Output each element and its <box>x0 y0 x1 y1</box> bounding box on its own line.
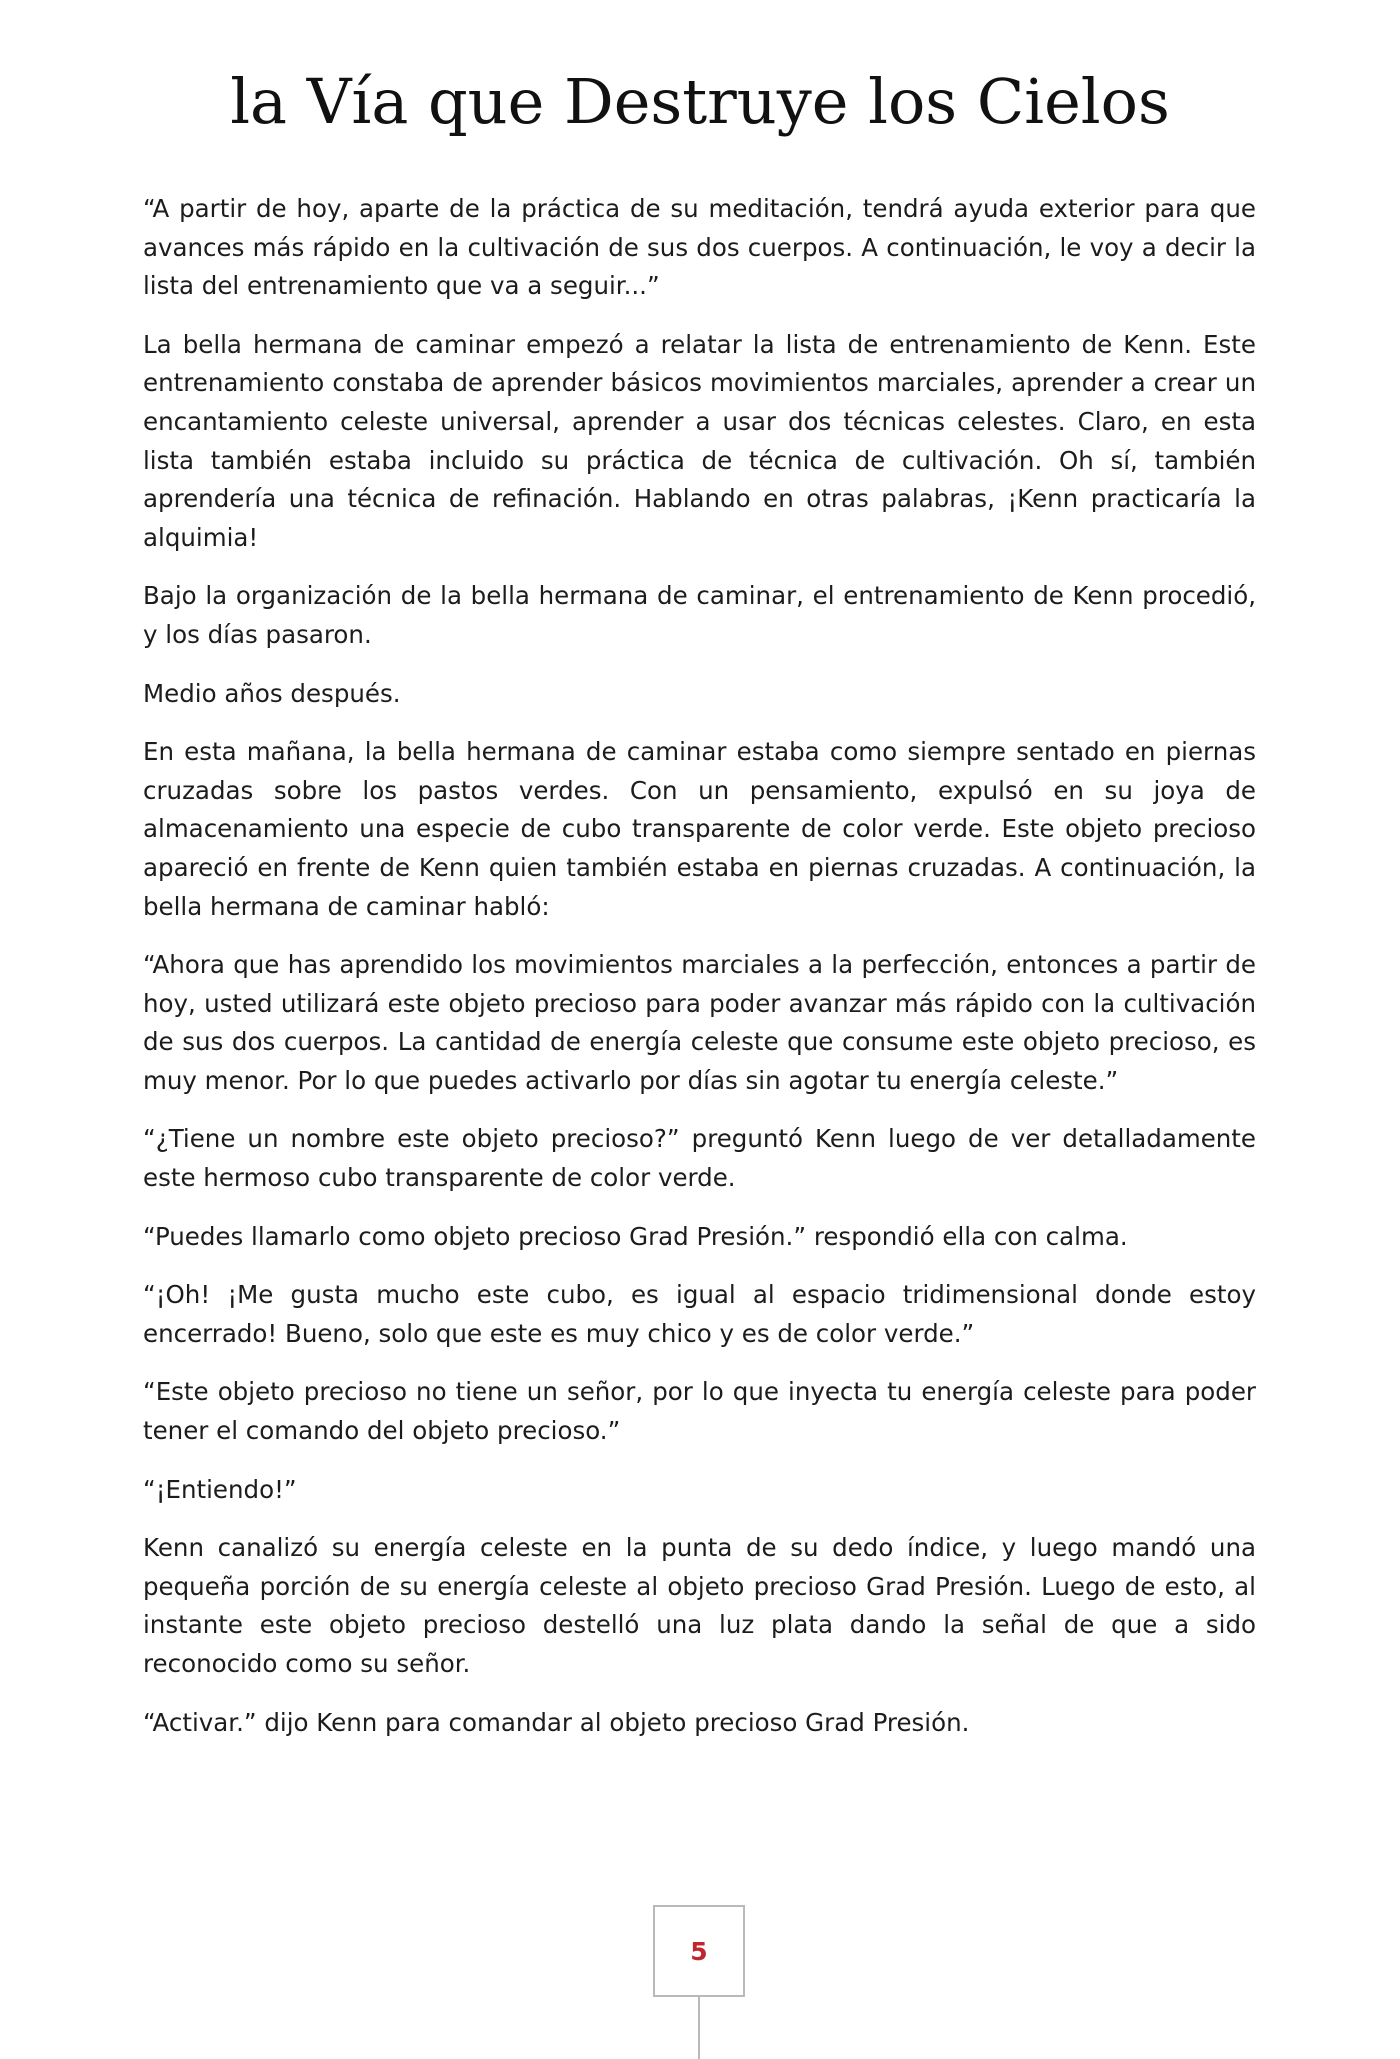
page-number-box <box>653 1905 745 1997</box>
page-number-stem <box>698 1997 700 2059</box>
page-title: la Vía que Destruye los Cielos <box>230 65 1170 138</box>
paragraph: “¡Oh! ¡Me gusta mucho este cubo, es igual al espacio tridimensional donde estoy encerrado! Bueno, solo que este es muy chico y es de color verde.” <box>143 1280 1256 1348</box>
page-number: 5 <box>690 1936 708 1966</box>
paragraph: Bajo la organización de la bella hermana de caminar, el entrenamiento de Kenn procedió, y los días pasaron. <box>143 581 1256 649</box>
paragraph: La bella hermana de caminar empezó a relatar la lista de entrenamiento de Kenn. Este entrenamiento constaba de aprender básicos movimientos marciales, aprender a crear un encantamiento celeste universal, aprender a usar dos técnicas celestes. Claro, en esta lista también estaba incluido su práctica de técnica de cultivación. Oh sí, también aprendería una técnica de refinación. Hablando en otras palabras, ¡Kenn practicaría la alquimia! <box>143 329 1256 552</box>
paragraph: “Puedes llamarlo como objeto precioso Grad Presión.” respondió ella con calma. <box>143 1221 1128 1251</box>
paragraph: Medio años después. <box>143 678 401 708</box>
body-text <box>143 190 1256 1762</box>
paragraph: “Este objeto precioso no tiene un señor, por lo que inyecta tu energía celeste para poder tener el comando del objeto precioso.” <box>143 1377 1256 1446</box>
paragraph: “A partir de hoy, aparte de la práctica de su meditación, tendrá ayuda exterior para que avances más rápido en la cultivación de sus dos cuerpos. A continuación, le voy a decir la lista del entrenamiento que va a seguir...” <box>143 194 1256 301</box>
paragraph: “¡Entiendo!” <box>143 1474 297 1504</box>
paragraph: En esta mañana, la bella hermana de caminar estaba como siempre sentado en piernas cruzadas sobre los pastos verdes. Con un pensamiento, expulsó en su joya de almacenamiento una especie de cubo transparente de color verde. Este objeto precioso apareció en frente de Kenn quien también estaba en piernas cruzadas. A continuación, la bella hermana de caminar habló: <box>143 737 1256 921</box>
paragraph: “¿Tiene un nombre este objeto precioso?” preguntó Kenn luego de ver detalladamente este hermoso cubo transparente de color verde. <box>143 1124 1256 1193</box>
paragraph: “Activar.” dijo Kenn para comandar al objeto precioso Grad Presión. <box>143 1707 970 1737</box>
paragraph: “Ahora que has aprendido los movimientos marciales a la perfección, entonces a partir de hoy, usted utilizará este objeto precioso para poder avanzar más rápido con la cultivación de sus dos cuerpos. La cantidad de energía celeste que consume este objeto precioso, es muy menor. Por lo que puedes activarlo por días sin agotar tu energía celeste.” <box>143 950 1256 1095</box>
paragraph: Kenn canalizó su energía celeste en la punta de su dedo índice, y luego mandó una pequeña porción de su energía celeste al objeto precioso Grad Presión. Luego de esto, al instante este objeto precioso destelló una luz plata dando la señal de que a sido reconocido como su señor. <box>143 1533 1256 1678</box>
